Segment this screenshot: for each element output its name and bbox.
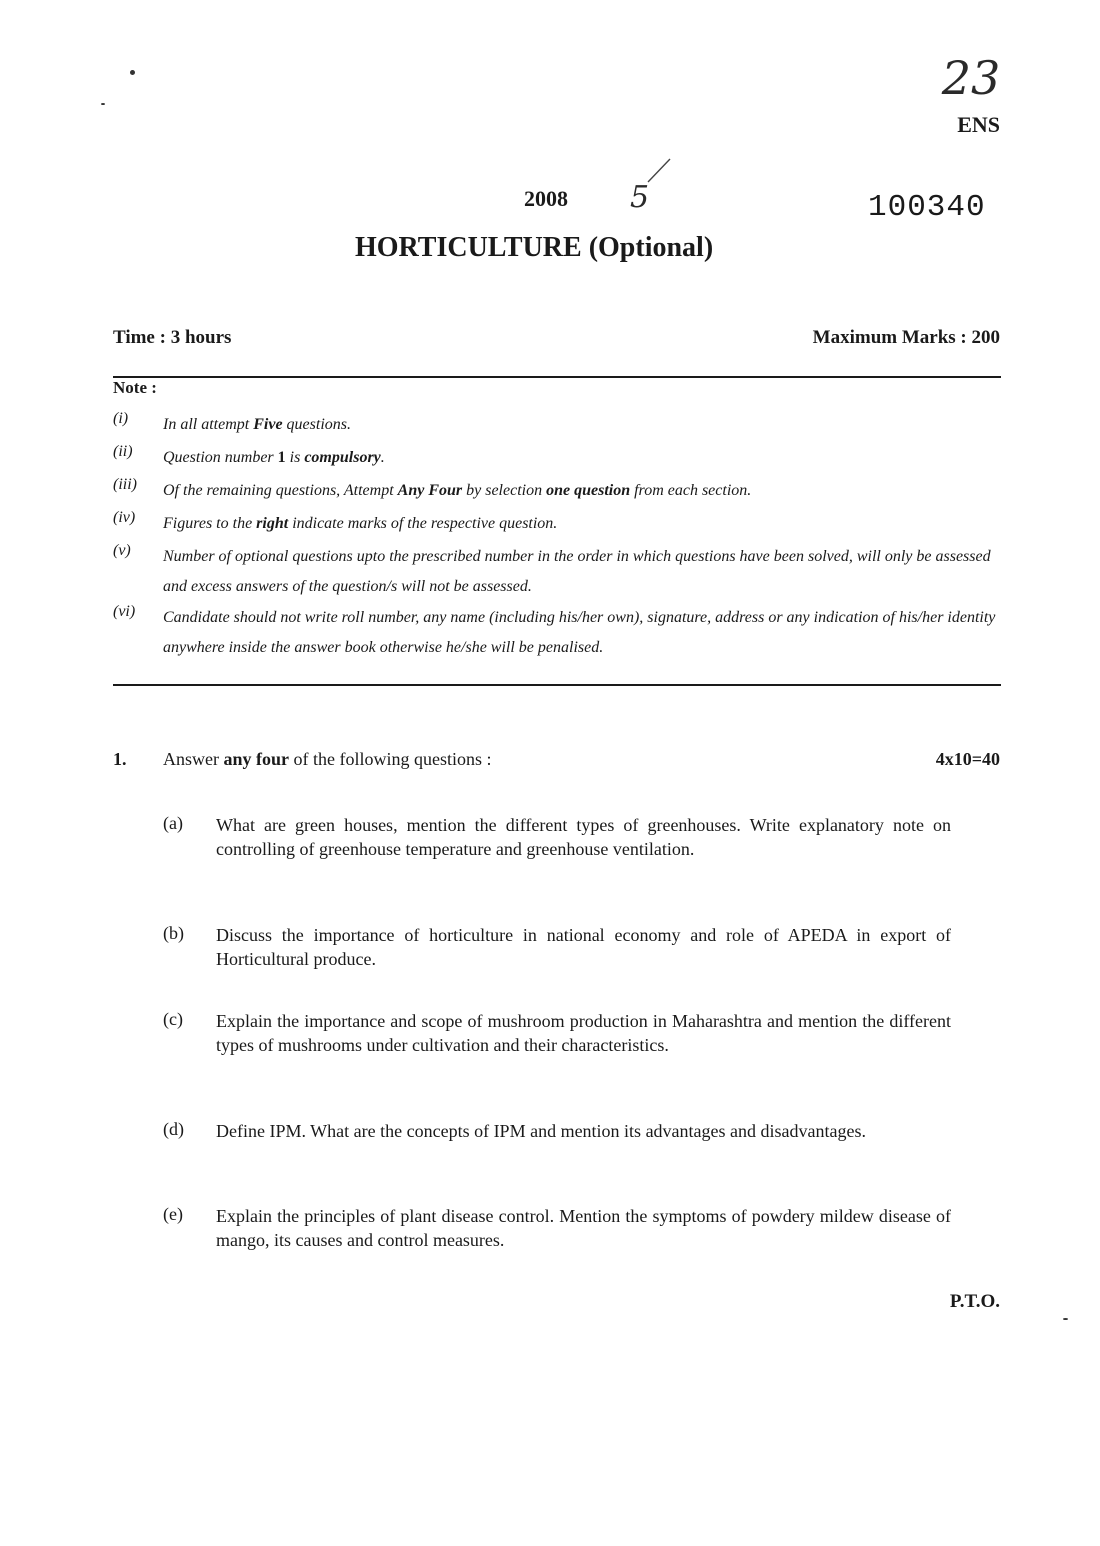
note-item: Candidate should not write roll number, any name (including his/her own), signature, address or any indication of his/her identity anywhere inside the answer book otherwise he/she will be penalised. bbox=[163, 609, 996, 656]
question-part-label: (b) bbox=[163, 923, 184, 943]
scan-speck bbox=[101, 103, 105, 105]
note-label: (i) bbox=[113, 410, 129, 427]
note-label: (vi) bbox=[113, 603, 136, 620]
exam-year: 2008 bbox=[524, 186, 568, 211]
note-heading: Note : bbox=[113, 378, 157, 397]
maximum-marks: Maximum Marks : 200 bbox=[812, 327, 1000, 348]
note-label: (ii) bbox=[113, 443, 133, 460]
handwritten-mark: 5 bbox=[630, 180, 650, 215]
paper-title: HORTICULTURE (Optional) bbox=[355, 232, 714, 263]
question-part-label: (c) bbox=[163, 1009, 183, 1029]
question-number: 1. bbox=[113, 749, 127, 769]
note-label: (v) bbox=[113, 542, 131, 559]
question-part-label: (d) bbox=[163, 1119, 184, 1139]
question-part-text: What are green houses, mention the different types of greenhouses. Write explanatory note on controlling of greenhouse temperature and greenhouse ventilation. bbox=[216, 815, 951, 859]
page-turn-over: P.T.O. bbox=[949, 1291, 1000, 1312]
note-label: (iv) bbox=[113, 509, 136, 526]
paper-code: 100340 bbox=[868, 190, 986, 225]
question-instruction: Answer any four of the following questions : bbox=[163, 749, 492, 769]
question-part-text: Define IPM. What are the concepts of IPM and mention its advantages and disadvantages. bbox=[216, 1121, 866, 1141]
question-marks: 4x10=40 bbox=[935, 749, 1000, 769]
note-top-rule bbox=[113, 376, 1001, 378]
time-allowed: Time : 3 hours bbox=[113, 327, 232, 348]
handwritten-page-number: 23 bbox=[941, 51, 1001, 105]
note-item: Question number 1 is compulsory. bbox=[163, 449, 385, 466]
note-item: In all attempt Five questions. bbox=[163, 416, 351, 433]
note-item: Number of optional questions upto the prescribed number in the order in which questions have been solved, will only be assessed and excess answers of the question/s will not be assessed. bbox=[163, 548, 991, 595]
question-part-text: Explain the principles of plant disease control. Mention the symptoms of powdery mildew disease of mango, its causes and control measures. bbox=[216, 1206, 951, 1250]
question-part-label: (e) bbox=[163, 1204, 183, 1224]
note-item: Of the remaining questions, Attempt Any Four by selection one question from each section. bbox=[163, 482, 752, 499]
question-part-text: Explain the importance and scope of mushroom production in Maharashtra and mention the different types of mushrooms under cultivation and their characteristics. bbox=[216, 1011, 951, 1055]
question-part-label: (a) bbox=[163, 813, 183, 833]
note-item: Figures to the right indicate marks of the respective question. bbox=[163, 515, 558, 532]
note-bottom-rule bbox=[113, 684, 1001, 686]
handwritten-tick-mark bbox=[644, 156, 674, 184]
question-part-text: Discuss the importance of horticulture in national economy and role of APEDA in export of Horticultural produce. bbox=[216, 925, 951, 969]
scan-speck bbox=[130, 70, 135, 75]
series-code: ENS bbox=[957, 112, 1000, 137]
scan-speck bbox=[1063, 1318, 1068, 1320]
note-label: (iii) bbox=[113, 476, 137, 493]
